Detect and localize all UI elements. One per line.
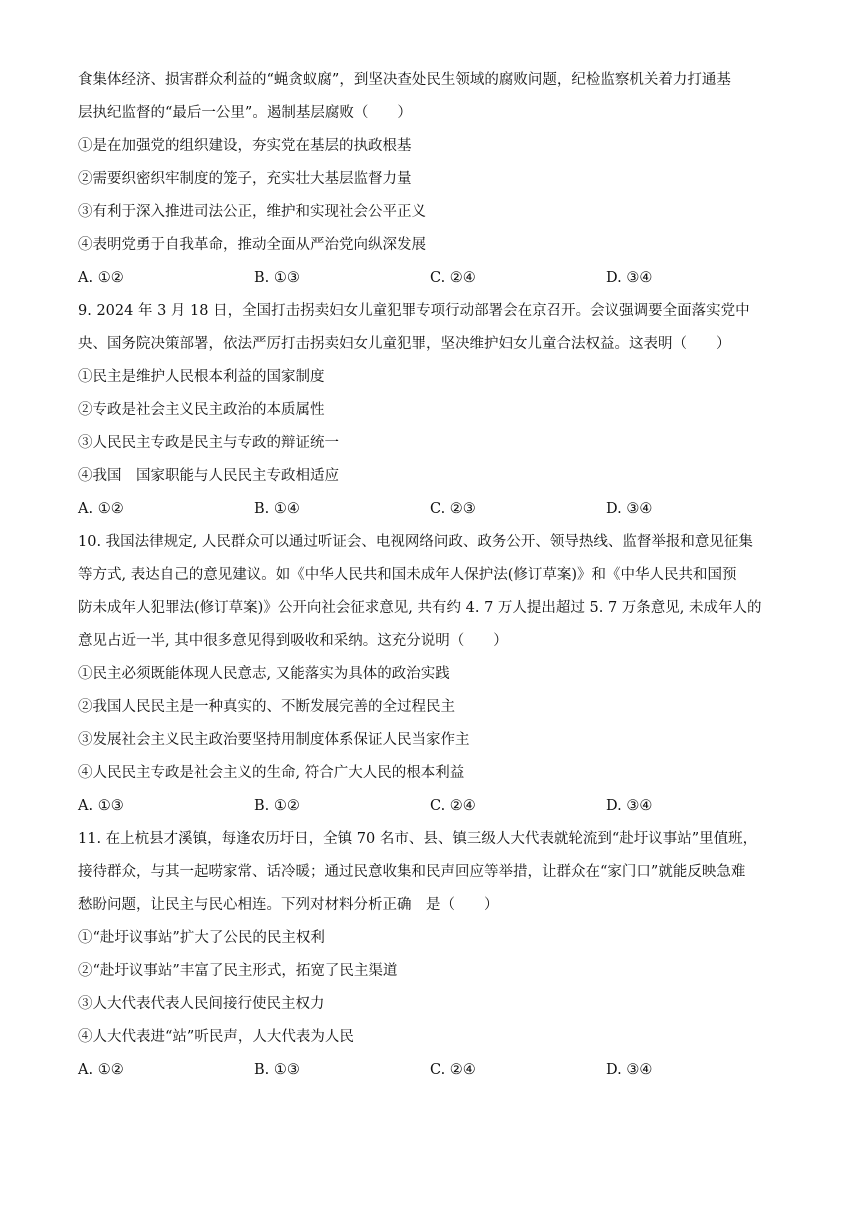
statement-2: ②我国人民民主是一种真实的、不断发展完善的全过程民主 <box>78 699 455 715</box>
stem-line: 等方式, 表达自己的意见建议。如《中华人民共和国未成年人保护法(修订草案)》和《中华人民共和国预 <box>78 567 737 583</box>
statement-1: ①是在加强党的组织建设，夯实党在基层的执政根基 <box>78 138 412 154</box>
stem-line: 食集体经济、损害群众利益的“蝇贪蚁腐”，到坚决查处民生领域的腐败问题，纪检监察机关着力打通基 <box>78 72 731 88</box>
option-a[interactable]: A. ①② <box>78 1062 124 1078</box>
stem-line: 层执纪监督的“最后一公里”。遏制基层腐败（ ） <box>78 105 412 121</box>
question-8-stem <box>78 70 788 123</box>
option-b[interactable]: B. ①③ <box>254 270 300 286</box>
answer-options <box>78 1060 788 1080</box>
option-d[interactable]: D. ③④ <box>606 270 653 286</box>
stem-line: 意见占近一半, 其中很多意见得到吸收和采纳。这充分说明（ ） <box>78 633 508 649</box>
statement-4: ④人民民主专政是社会主义的生命, 符合广大人民的根本利益 <box>78 765 465 781</box>
statement-2: ②“赴圩议事站”丰富了民主形式，拓宽了民主渠道 <box>78 963 398 979</box>
statement-3: ③人民民主专政是民主与专政的辩证统一 <box>78 435 339 451</box>
statement-1: ①民主必须既能体现人民意志, 又能落实为具体的政治实践 <box>78 666 450 682</box>
question-11 <box>78 829 788 1080</box>
statement-1: ①民主是维护人民根本利益的国家制度 <box>78 369 325 385</box>
option-a[interactable]: A. ①② <box>78 270 124 286</box>
question-9 <box>78 301 788 519</box>
option-a[interactable]: A. ①② <box>78 501 124 517</box>
question-9-stem <box>78 301 788 354</box>
exam-page <box>78 70 788 1080</box>
question-10-stem <box>78 532 788 651</box>
option-a[interactable]: A. ①③ <box>78 798 124 814</box>
statement-4: ④我国 国家职能与人民民主专政相适应 <box>78 468 339 484</box>
option-d[interactable]: D. ③④ <box>606 798 653 814</box>
statement-3: ③人大代表代表人民间接行使民主权力 <box>78 996 325 1012</box>
question-10 <box>78 532 788 816</box>
option-d[interactable]: D. ③④ <box>606 1062 653 1078</box>
statement-3: ③有利于深入推进司法公正，维护和实现社会公平正义 <box>78 204 426 220</box>
stem-line: 10. 我国法律规定, 人民群众可以通过听证会、电视网络问政、政务公开、领导热线、监督举报和意见征集 <box>78 534 753 550</box>
stem-line: 接待群众，与其一起唠家常、话冷暖；通过民意收集和民声回应等举措，让群众在“家门口”就能反映急难 <box>78 864 746 880</box>
option-c[interactable]: C. ②④ <box>430 270 476 286</box>
answer-options <box>78 796 788 816</box>
stem-line: 11. 在上杭县才溪镇，每逢农历圩日，全镇 70 名市、县、镇三级人大代表就轮流到“赴圩议事站”里值班， <box>78 831 758 847</box>
stem-line: 9. 2024 年 3 月 18 日，全国打击拐卖妇女儿童犯罪专项行动部署会在京召开。会议强调要全面落实党中 <box>78 303 750 319</box>
stem-line: 央、国务院决策部署，依法严厉打击拐卖妇女儿童犯罪，坚决维护妇女儿童合法权益。这表明（ ） <box>78 336 731 352</box>
question-8 <box>78 70 788 288</box>
stem-line: 愁盼问题，让民主与民心相连。下列对材料分析正确 是（ ） <box>78 897 499 913</box>
statement-2: ②专政是社会主义民主政治的本质属性 <box>78 402 325 418</box>
option-c[interactable]: C. ②④ <box>430 798 476 814</box>
option-c[interactable]: C. ②③ <box>430 501 476 517</box>
option-b[interactable]: B. ①④ <box>254 501 300 517</box>
statement-4: ④人大代表进“站”听民声，人大代表为人民 <box>78 1029 354 1045</box>
statement-3: ③发展社会主义民主政治要坚持用制度体系保证人民当家作主 <box>78 732 470 748</box>
answer-options <box>78 268 788 288</box>
option-d[interactable]: D. ③④ <box>606 501 653 517</box>
stem-line: 防未成年人犯罪法(修订草案)》公开向社会征求意见, 共有约 4. 7 万人提出超过 5. 7 万条意见, 未成年人的 <box>78 600 762 616</box>
option-c[interactable]: C. ②④ <box>430 1062 476 1078</box>
statement-2: ②需要织密织牢制度的笼子，充实壮大基层监督力量 <box>78 171 412 187</box>
question-11-stem <box>78 829 788 915</box>
statement-4: ④表明党勇于自我革命，推动全面从严治党向纵深发展 <box>78 237 426 253</box>
answer-options <box>78 499 788 519</box>
option-b[interactable]: B. ①② <box>254 798 300 814</box>
statement-1: ①“赴圩议事站”扩大了公民的民主权利 <box>78 930 325 946</box>
option-b[interactable]: B. ①③ <box>254 1062 300 1078</box>
